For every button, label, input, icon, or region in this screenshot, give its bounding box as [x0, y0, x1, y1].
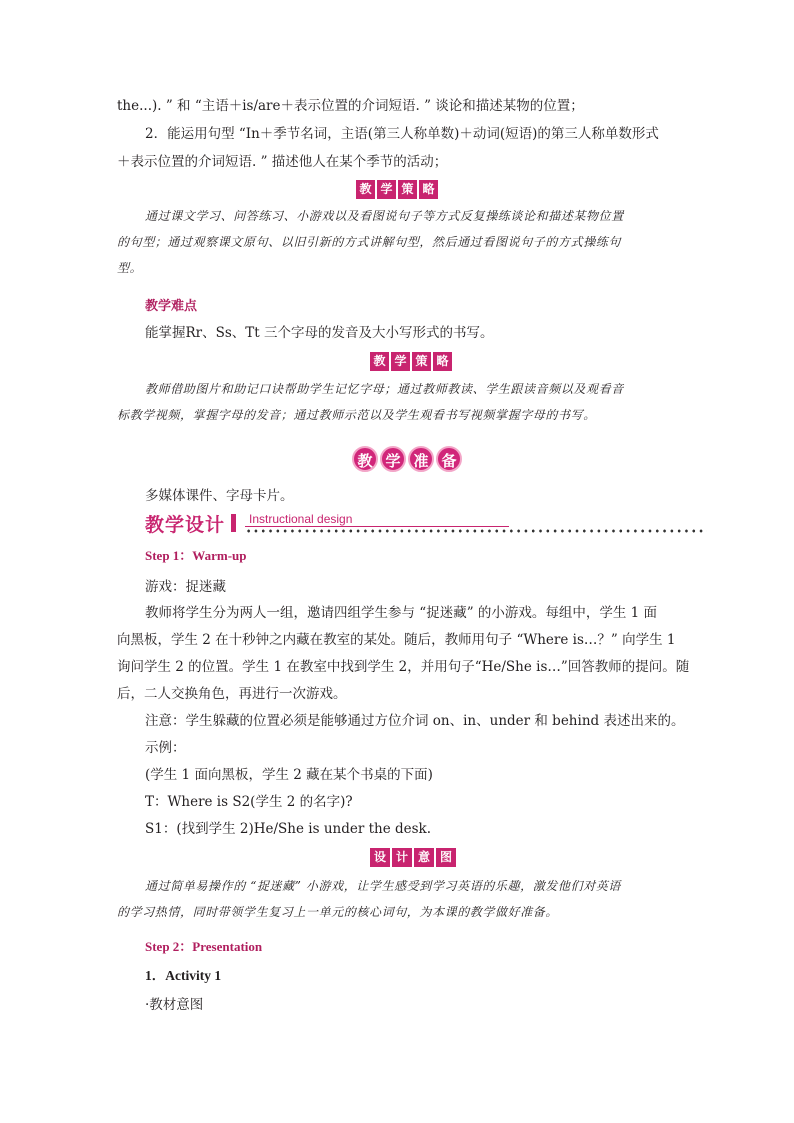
step1-heading: Step 1：Warm-up — [145, 548, 247, 563]
tag-char: 教 — [356, 180, 375, 199]
activity-heading: 1．Activity 1 — [145, 968, 222, 983]
tag-char: 图 — [436, 848, 456, 867]
badge-char: 学 — [380, 446, 406, 472]
design-title-bar — [231, 514, 236, 532]
example-label: 示例： — [145, 740, 186, 756]
difficulty-text: 能掌握Rr、Ss、Tt 三个字母的发音及大小写形式的书写。 — [145, 325, 494, 341]
strategy-line: 通过课文学习、问答练习、小游戏以及看图说句子等方式反复操练谈论和描述某物位置 — [145, 209, 624, 223]
teaching-strategy-tag — [370, 352, 452, 371]
badge-char: 准 — [408, 446, 434, 472]
step1-para-line: 后，二人交换角色，再进行一次游戏。 — [117, 686, 347, 702]
step1-para-line: 向黑板，学生 2 在十秒钟之内藏在教室的某处。随后，教师用句子 “Where is…？” 向学生 1 — [117, 632, 676, 648]
design-intent-tag — [370, 848, 456, 867]
step1-note: 注意：学生躲藏的位置必须是能够通过方位介词 on、in、under 和 behind 表述出来的。 — [145, 713, 685, 729]
strategy-line: 标教学视频，掌握字母的发音；通过教师示范以及学生观看书写视频掌握字母的书写。 — [117, 408, 596, 422]
tag-char: 设 — [370, 848, 390, 867]
instructional-design-header — [145, 510, 707, 536]
step1-para-line: 教师将学生分为两人一组，邀请四组学生参与 “捉迷藏” 的小游戏。每组中，学生 1 面 — [145, 605, 658, 621]
tag-char: 教 — [370, 352, 389, 371]
tag-char: 略 — [419, 180, 438, 199]
design-title-en: Instructional design — [249, 512, 353, 526]
strategy-line: 型。 — [117, 261, 143, 275]
dotted-rule — [245, 528, 707, 534]
badge-char: 教 — [352, 446, 378, 472]
strategy-line: 教师借助图片和助记口诀帮助学生记忆字母；通过教师教读、学生跟读音频以及观看音 — [145, 382, 624, 396]
example-line: (学生 1 面向黑板，学生 2 藏在某个书桌的下面) — [145, 767, 433, 783]
step1-para-line: 询问学生 2 的位置。学生 1 在教室中找到学生 2，并用句子“He/She is…”回答教师的提问。随 — [117, 659, 690, 675]
difficulty-heading: 教学难点 — [145, 299, 198, 314]
tag-char: 策 — [398, 180, 417, 199]
preparation-text: 多媒体课件、字母卡片。 — [145, 488, 294, 504]
objective-2-line-1: 2．能运用句型 “In＋季节名词，主语(第三人称单数)＋动词(短语)的第三人称单数形式 — [145, 126, 659, 142]
strategy-line: 的句型；通过观察课文原句、以旧引新的方式讲解句型，然后通过看图说句子的方式操练句 — [117, 235, 622, 249]
badge-char: 备 — [436, 446, 462, 472]
tag-char: 学 — [377, 180, 396, 199]
tag-char: 意 — [414, 848, 434, 867]
example-line: T：Where is S2(学生 2 的名字)? — [145, 794, 353, 810]
intent-line: 的学习热情，同时带领学生复习上一单元的核心词句，为本课的教学做好准备。 — [117, 905, 559, 919]
tag-char: 略 — [433, 352, 452, 371]
design-title-cn: 教学设计 — [145, 514, 226, 536]
tag-char: 学 — [391, 352, 410, 371]
game-title: 游戏：捉迷藏 — [145, 579, 226, 595]
intent-line: 通过简单易操作的 “捉迷藏” 小游戏，让学生感受到学习英语的乐趣，激发他们对英语 — [145, 879, 621, 893]
tag-char: 计 — [392, 848, 412, 867]
teaching-strategy-tag — [356, 180, 438, 199]
design-underline — [245, 526, 509, 527]
objective-line-1: the...). ” 和 “主语＋is/are＋表示位置的介词短语. ” 谈论和描述某物的位置； — [117, 98, 584, 114]
objective-2-line-2: ＋表示位置的介词短语. ” 描述他人在某个季节的活动； — [117, 154, 448, 170]
tag-char: 策 — [412, 352, 431, 371]
step2-heading: Step 2：Presentation — [145, 939, 263, 954]
teaching-preparation-badge — [352, 446, 462, 472]
textbook-intent-label: ·教材意图 — [145, 997, 204, 1013]
example-line: S1：(找到学生 2)He/She is under the desk. — [145, 821, 432, 837]
